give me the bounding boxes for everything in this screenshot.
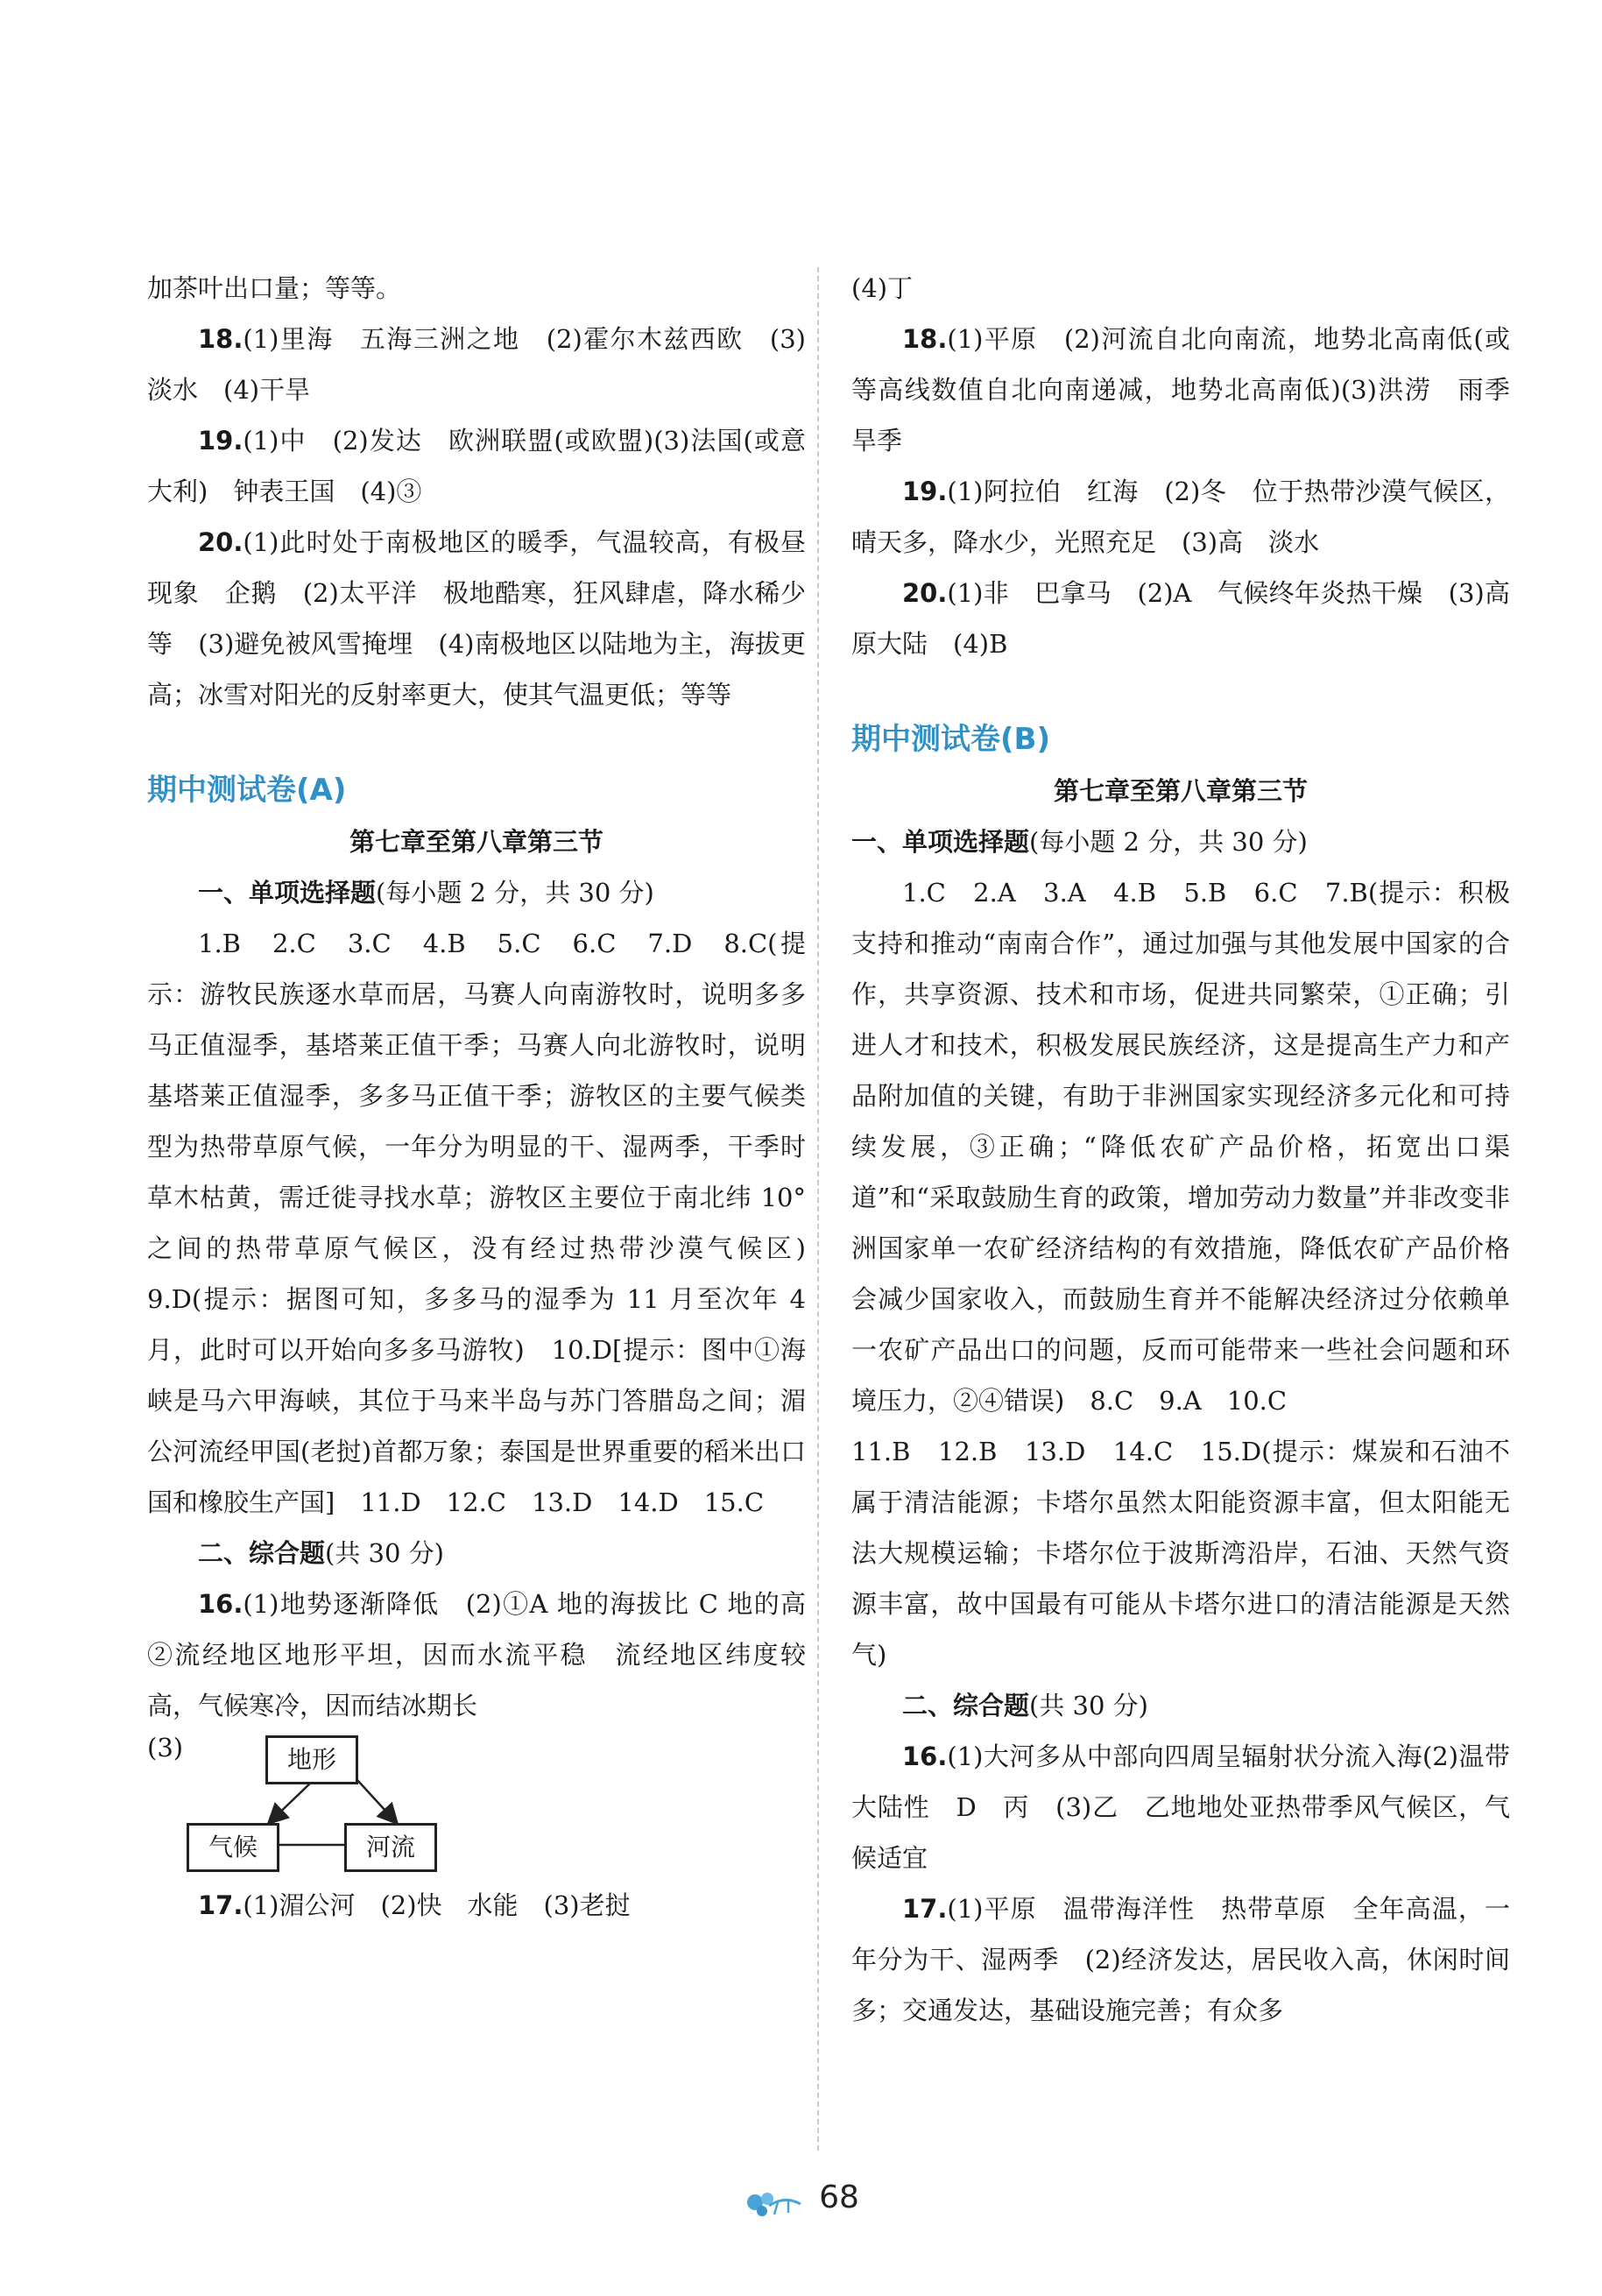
answer-18: [147, 314, 806, 415]
part-heading: [851, 1680, 1510, 1731]
answer-text: (1)此时处于南极地区的暖季，气温较高，有极昼现象 企鹅 (2)太平洋 极地酷寒，狂风肆虐，降水稀少等 (3)避免被风雪掩埋 (4)南极地区以陆地为主，海拔更高；冰雪对阳光的反射率更大，使其气温更低；等等: [147, 527, 806, 710]
question-number: 19.: [902, 477, 948, 506]
answer-18: [851, 314, 1536, 466]
section-title-a: 期中测试卷(A): [147, 773, 347, 808]
part-note: (每小题 2 分，共 30 分): [376, 878, 654, 908]
answer-16: [147, 1579, 832, 1731]
diagram-node-terrain: 地形: [265, 1735, 358, 1784]
answer-text: (1)中 (2)发达 欧洲联盟(或欧盟)(3)法国(或意大利) 钟表王国 (4)③: [147, 426, 806, 506]
multiple-choice-answers: 1.C 2.A 3.A 4.B 5.B 6.C 7.B(提示：积极支持和推动“南南合作”，通过加强与其他发展中国家的合作，共享资源、技术和市场，促进共同繁荣，①正确；引进人才和技术，积极发展民族经济，这是提高生产力和产品附加值的关键，有助于非洲国家实现经济多元化和可持续发展，③正确；“降低农矿产品价格，拓宽出口渠道”和“采取鼓励生育的政策，增加劳动力数量”并非改变非洲国家单一农矿经济结构的有效措施，降低农矿产品价格会减少国家收入，而鼓励生育并不能解决经济过分依赖单一农矿产品出口的问题，反而可能带来一些社会问题和环境压力，②④错误) 8.C 9.A 10.C: [851, 878, 1510, 1416]
section-subtitle: 第七章至第八章第三节: [349, 827, 603, 857]
answer-text: (1)湄公河 (2)快 水能 (3)老挝: [243, 1890, 631, 1920]
question-number: 18.: [902, 324, 948, 354]
question-number: 16.: [198, 1589, 243, 1619]
multiple-choice-answers-cont: 11.B 12.B 13.D 14.C 15.D(提示：煤炭和石油不属于清洁能源；卡塔尔虽然太阳能资源丰富，但太阳能无法大规模运输；卡塔尔位于波斯湾沿岸，石油、天然气资源丰富，故中国最有可能从卡塔尔进口的清洁能源是天然气): [851, 1437, 1510, 1670]
page-footer: [0, 2179, 1602, 2222]
part-title: 二、综合题: [902, 1691, 1030, 1720]
continued-text: (4)丁: [851, 273, 914, 303]
page-number: 68: [819, 2179, 859, 2215]
arrow-terrain-river: [357, 1780, 396, 1822]
section-title-b: 期中测试卷(B): [851, 722, 1050, 757]
answer-19: [147, 415, 806, 517]
flower-decoration-icon: [743, 2186, 804, 2222]
multiple-choice-answers: 1.B 2.C 3.C 4.B 5.C 6.C 7.D 8.C(提示：游牧民族逐水草而居，马赛人向南游牧时，说明多多马正值湿季，基塔莱正值干季；马赛人向北游牧时，说明基塔莱正值湿季，多多马正值干季；游牧区的主要气候类型为热带草原气候，一年分为明显的干、湿两季，干季时草木枯黄，需迁徙寻找水草；游牧区主要位于南北纬 10°之间的热带草原气候区，没有经过热带沙漠气候区) 9.D(提示：据图可知，多多马的湿季为 11 月至次年 4 月，此时可以开始向多多马游牧) 10.D[提示：图中①海峡是马六甲海峡，其位于马来半岛与苏门答腊岛之间；湄公河流经甲国(老挝)首都万象；泰国是世界重要的稻米出口国和橡胶生产国] 11.D 12.C 13.D 14.D 15.C: [147, 929, 832, 1517]
answer-text: (1)非 巴拿马 (2)A 气候终年炎热干燥 (3)高原大陆 (4)B: [851, 578, 1510, 659]
part-heading: [147, 867, 806, 918]
part-heading: [147, 1528, 806, 1579]
answer-text: (1)地势逐渐降低 (2)①A 地的海拔比 C 地的高 ②流经地区地形平坦，因而水流平稳 流经地区纬度较高，气候寒冷，因而结冰期长: [147, 1589, 832, 1720]
part-title: 一、单项选择题: [198, 878, 377, 908]
part-title: 一、单项选择题: [851, 827, 1030, 857]
part-heading: [851, 816, 1510, 867]
question-number: 19.: [198, 426, 243, 456]
column-divider: [817, 267, 819, 2151]
answer-16: [851, 1731, 1510, 1883]
question-number: 20.: [198, 527, 243, 557]
answer-20: [147, 517, 806, 720]
answer-text: (1)里海 五海三洲之地 (2)霍尔木兹西欧 (3)淡水 (4)干旱: [147, 324, 806, 405]
part-note: (每小题 2 分，共 30 分): [1029, 827, 1308, 857]
answer-19: [851, 466, 1510, 568]
answer-20: [851, 568, 1510, 669]
question-number: 20.: [902, 578, 948, 608]
question-number: 17.: [198, 1890, 243, 1920]
arrow-terrain-climate: [270, 1780, 314, 1822]
answer-text: (1)平原 温带海洋性 热带草原 全年高温，一年分为干、湿两季 (2)经济发达，居民收入高，休闲时间多；交通发达，基础设施完善；有众多: [851, 1894, 1510, 2025]
right-column: [851, 263, 1536, 2036]
sub-question-label: (3): [147, 1733, 184, 1763]
question-number: 17.: [902, 1894, 948, 1924]
answer-text: (1)平原 (2)河流自北向南流，地势北高南低(或等高线数值自北向南递减，地势北高南低)(3)洪涝 雨季 旱季: [851, 324, 1536, 456]
part-note: (共 30 分): [325, 1538, 444, 1568]
part-note: (共 30 分): [1029, 1691, 1148, 1720]
answer-17: [147, 1880, 806, 1931]
question-number: 16.: [902, 1741, 948, 1771]
question-number: 18.: [198, 324, 243, 354]
answer-text: (1)阿拉伯 红海 (2)冬 位于热带沙漠气候区，晴天多，降水少，光照充足 (3)高 淡水: [851, 477, 1510, 557]
answer-text: (1)大河多从中部向四周呈辐射状分流入海(2)温带大陆性 D 丙 (3)乙 乙地地处亚热带季风气候区，气候适宜: [851, 1741, 1510, 1873]
answer-17: [851, 1883, 1510, 2036]
relationship-diagram: [147, 1731, 806, 1880]
diagram-node-climate: 气候: [187, 1823, 279, 1872]
left-column: [147, 263, 832, 1931]
part-title: 二、综合题: [198, 1538, 326, 1568]
diagram-node-river: 河流: [344, 1823, 437, 1872]
section-subtitle: 第七章至第八章第三节: [1053, 776, 1308, 806]
continued-text: 加茶叶出口量；等等。: [147, 273, 402, 303]
